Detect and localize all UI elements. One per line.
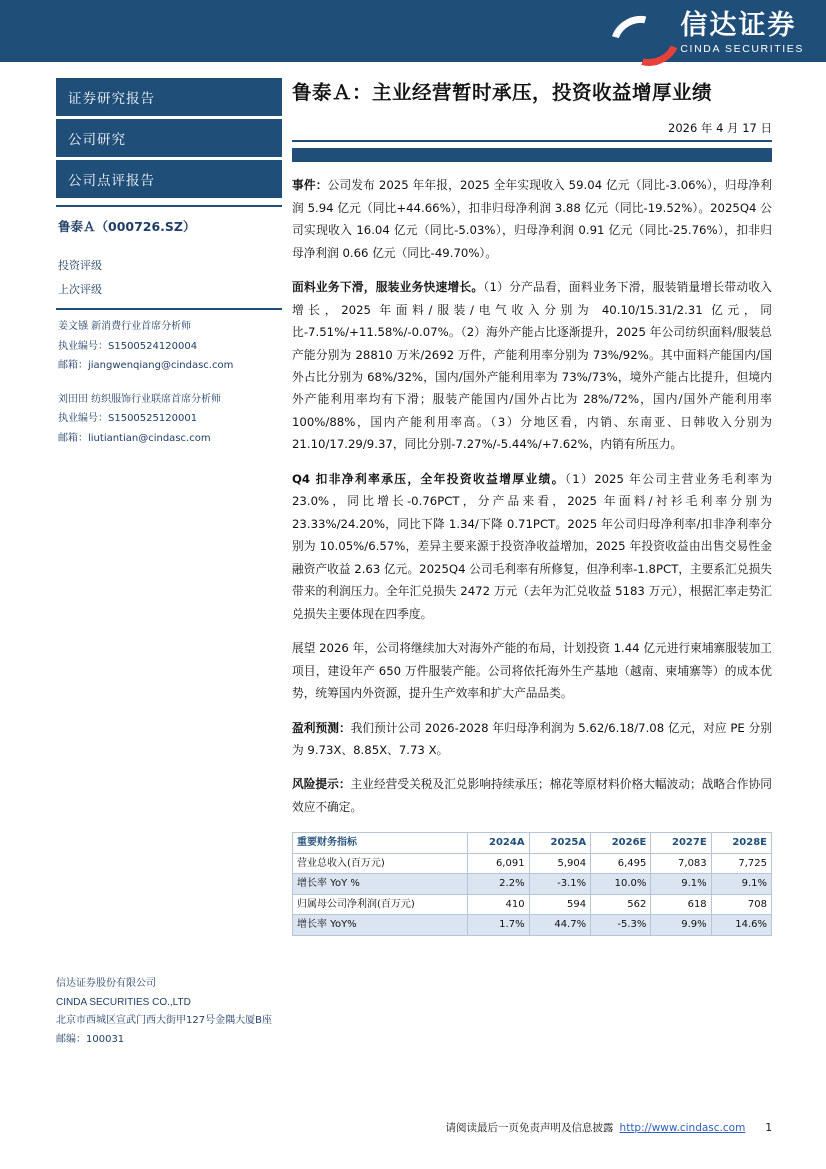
table-cell-value: 9.1% — [651, 874, 711, 895]
paragraph-q4-margin-text: （1）2025 年公司主营业务毛利率为 23.0%，同比增长-0.76PCT，分产品来看，2025 年面料/衬衫毛利率分别为 23.33%/24.20%，同比下降 1.34/下降 0.71PCT。2025 年公司归母净利率/扣非净利率分别为 10.05%/6.57%，差异主要来源于投资净收益增加，2025 年投资收益由出售交易性金融资产收益 2.63 亿元。2025Q4 公司毛利率有所修复，但净利率-1.8PCT，主要系汇兑损失带来的利润压力。全年汇兑损失 2472 万元（去年为汇兑收益 5183 万元），根据汇率走势汇兑损失主要体现在四季度。 — [292, 471, 773, 621]
table-cell-value: 5,904 — [529, 853, 591, 874]
address-line-company-cn: 信达证券股份有限公司 — [56, 978, 156, 989]
analyst-1-name: 姜文镪 新消费行业首席分析师 — [58, 321, 192, 332]
table-col-2028e: 2028E — [711, 833, 771, 854]
table-cell-value: 2.2% — [468, 874, 530, 895]
table-cell-value: 562 — [591, 894, 651, 915]
page-footer — [292, 1120, 772, 1135]
paragraph-risk-label: 风险提示： — [292, 777, 351, 792]
company-address — [56, 975, 288, 1049]
table-row — [293, 874, 772, 895]
page-number: 1 — [765, 1121, 772, 1134]
table-cell-label: 增长率 YoY% — [293, 915, 468, 936]
table-col-metric: 重要财务指标 — [293, 833, 468, 854]
table-row — [293, 915, 772, 936]
table-cell-value: 7,725 — [711, 853, 771, 874]
table-cell-label: 增长率 YoY % — [293, 874, 468, 895]
table-cell-value: -5.3% — [591, 915, 651, 936]
table-col-2024a: 2024A — [468, 833, 530, 854]
address-line-street: 北京市西城区宣武门西大街甲127号金隅大厦B座 — [56, 1015, 272, 1026]
table-cell-value: 44.7% — [529, 915, 591, 936]
table-cell-value: 9.1% — [711, 874, 771, 895]
paragraph-forecast-label: 盈利预测： — [292, 720, 351, 735]
table-cell-value: 594 — [529, 894, 591, 915]
paragraph-event — [292, 174, 772, 264]
footer-disclaimer: 请阅读最后一页免责声明及信息披露 — [445, 1122, 614, 1134]
paragraph-fabric-apparel — [292, 276, 772, 456]
sidebar-block-research-report: 证券研究报告 — [56, 78, 282, 116]
table-col-2025a: 2025A — [529, 833, 591, 854]
accent-bar — [292, 148, 772, 162]
cinda-logo-icon — [610, 13, 672, 53]
paragraph-risk — [292, 773, 772, 818]
paragraph-event-text: 公司发布 2025 年年报，2025 全年实现收入 59.04 亿元（同比-3.06%），归母净利润 5.94 亿元（同比+44.66%），扣非归母净利润 3.88 亿元（同比-19.52%）。2025Q4 公司实现收入 16.04 亿元（同比-5.03%），归母净利润 0.91 亿元（同比-25.76%），扣非归母净利润 0.66 亿元（同比-49.70%）。 — [292, 178, 772, 260]
sidebar — [56, 78, 282, 448]
table-row — [293, 894, 772, 915]
table-cell-value: 6,495 — [591, 853, 651, 874]
footer-website-link[interactable]: http://www.cindasc.com — [619, 1121, 746, 1134]
paragraph-q4-margin — [292, 468, 772, 625]
table-col-2026e: 2026E — [591, 833, 651, 854]
company-logo — [534, 6, 804, 60]
table-cell-value: 618 — [651, 894, 711, 915]
table-cell-value: 708 — [711, 894, 771, 915]
sidebar-previous-rating-label: 上次评级 — [58, 283, 102, 296]
analyst-2-email[interactable]: 邮箱：liutiantian@cindasc.com — [58, 432, 211, 444]
sidebar-divider — [56, 205, 282, 207]
main-content — [292, 78, 772, 936]
title-rule — [292, 140, 772, 142]
sidebar-company-name: 鲁泰Ａ（000726.SZ） — [58, 219, 196, 234]
paragraph-risk-text: 主业经营受关税及汇兑影响持续承压；棉花等原材料价格大幅波动；战略合作协同效应不确定。 — [292, 777, 772, 814]
analyst-2-name: 刘田田 纺织服饰行业联席首席分析师 — [58, 393, 222, 405]
paragraph-fabric-apparel-text: （1）分产品看，面料业务下滑，服装销量增长带动收入增长，2025 年面料/服装/电气收入分别为 40.10/15.31/2.31 亿元，同比-7.51%/+11.58%/-0.07%。（2）海外产能占比逐渐提升，2025 年公司纺织面料/服装总产能分别为 28810 万米/2692 万件，产能利用率分别为 73%/92%。其中面料产能国内/国外占比分别为 68%/32%，国内/国外产能利用率为 73%/73%，境外产能占比提升，但境内外产能利用率均有下滑；服装产能国内/国外占比为 28%/72%，国内/国外产能利用率 100%/88%，国内产能利用率高。（3）分地区看，内销、东南亚、日韩收入分别为 21.10/17.29/9.37，同比分别-7.27%/-5.44%/+7.62%，内销有所压力。 — [292, 280, 772, 452]
report-date: 2026 年 4 月 17 日 — [668, 121, 772, 136]
table-cell-value: 10.0% — [591, 874, 651, 895]
sidebar-block-company-comment: 公司点评报告 — [56, 160, 282, 198]
table-cell-value: -3.1% — [529, 874, 591, 895]
table-cell-label: 营业总收入(百万元) — [293, 853, 468, 874]
sidebar-divider-2 — [56, 308, 282, 310]
table-cell-label: 归属母公司净利润(百万元) — [293, 894, 468, 915]
table-col-2027e: 2027E — [651, 833, 711, 854]
analyst-1-license: 执业编号：S1500524120004 — [58, 340, 198, 352]
paragraph-forecast-text: 我们预计公司 2026-2028 年归母净利润为 5.62/6.18/7.08 亿元，对应 PE 分别为 9.73X、8.85X、7.73 X。 — [292, 720, 772, 757]
paragraph-fabric-apparel-label: 面料业务下滑，服装业务快速增长。 — [292, 280, 484, 295]
address-line-company-en: CINDA SECURITIES CO.,LTD — [56, 996, 191, 1008]
table-cell-value: 1.7% — [468, 915, 530, 936]
paragraph-forecast — [292, 717, 772, 762]
logo-text-cn: 信达证券 — [680, 9, 797, 41]
page-title: 鲁泰Ａ：主业经营暂时承压，投资收益增厚业绩 — [292, 81, 713, 104]
address-line-postcode: 邮编：100031 — [56, 1033, 125, 1045]
sidebar-investment-rating-label: 投资评级 — [58, 259, 102, 272]
table-cell-value: 9.9% — [651, 915, 711, 936]
paragraph-q4-margin-label: Q4 扣非净利率承压，全年投资收益增厚业绩。 — [292, 471, 565, 486]
sidebar-block-company-research: 公司研究 — [56, 119, 282, 157]
financial-summary-table — [292, 832, 772, 936]
table-row — [293, 853, 772, 874]
paragraph-event-label: 事件： — [292, 178, 328, 193]
analyst-1-email[interactable]: 邮箱：jiangwenqiang@cindasc.com — [58, 360, 234, 371]
table-header-row — [293, 833, 772, 854]
table-cell-value: 7,083 — [651, 853, 711, 874]
table-cell-value: 6,091 — [468, 853, 530, 874]
analyst-2-license: 执业编号：S1500525120001 — [58, 413, 198, 424]
logo-text-en: CINDA SECURITIES — [680, 42, 804, 55]
paragraph-outlook: 展望 2026 年，公司将继续加大对海外产能的布局，计划投资 1.44 亿元进行柬埔寨服装加工项目，建设年产 650 万件服装产能。公司将依托海外生产基地（越南、柬埔寨等）的成本优势，统筹国内外资源，提升生产效率和扩大产品品类。 — [292, 641, 772, 701]
table-cell-value: 410 — [468, 894, 530, 915]
table-cell-value: 14.6% — [711, 915, 771, 936]
